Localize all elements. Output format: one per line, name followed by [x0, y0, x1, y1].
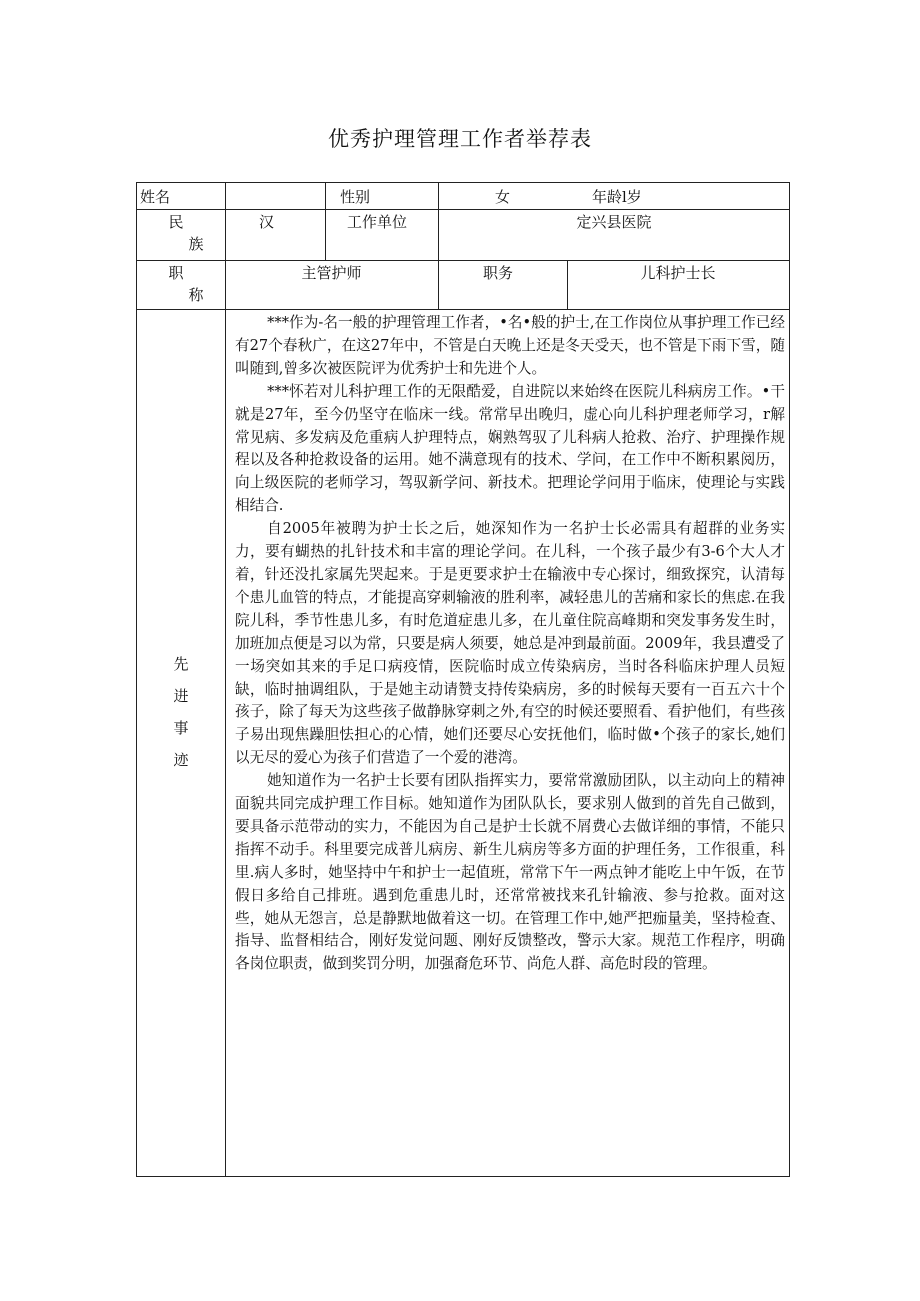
gender-label: 性别	[340, 188, 371, 206]
position-value: 儿科护士长	[640, 264, 716, 282]
name-label: 姓名	[140, 188, 171, 206]
ethnicity-value: 汉	[259, 213, 275, 231]
work-unit-label: 工作单位	[347, 213, 408, 231]
ethnicity-label-char: 族	[188, 235, 204, 253]
deeds-label	[137, 648, 225, 776]
ethnicity-label-char: 民	[168, 213, 184, 231]
title-label	[137, 262, 225, 306]
row-divider	[137, 209, 789, 210]
column-divider	[325, 183, 326, 260]
title-value: 主管护师	[301, 264, 362, 282]
deeds-paragraph: 她知道作为一名护士长要有团队指挥实力，要常常激励团队，以主动向上的精神面貌共同完成护理工作目标。她知道作为团队队长，要求别人做到的首先自己做到，要具备示范带动的实力，不能因为自己是护士长就不屑费心去做详细的事情，不能只指挥不动手。科里要完成普儿病房、新生儿病房等多方面的护理任务，工作很重，科里.病人多时，她坚持中午和护士一起值班，常常下午一两点钟才能吃上中午饭，在节假日多给自己排班。遇到危重患儿时，还常常被找来孔针输液、参与抢救。面对这些，她从无怨言，总是静默地做着这一切。在管理工作中,她严把痂量美，坚持检查、指导、监督相结合，刚好发觉问题、刚好反馈整改，警示大家。规范工作程序，明确各岗位职责，做到奖罚分明，加强裔危环节、尚危人群、高危时段的管理。	[235, 772, 785, 973]
recommendation-form	[136, 182, 790, 1177]
deeds-paragraph: 自2005年被聘为护士长之后，她深知作为一名护士长必需具有超群的业务实力，要有蝴热的扎针技术和丰富的理论学问。在儿科，一个孩子最少有3-6个大人才着，针还没扎家属先哭起来。于是更要求护士在输液中专心探讨，细致探究，认清每个患儿血管的特点，才能提高穿刺输液的胜利率，减轻患儿的苦痛和家长的焦虑.在我院儿科，季节性患儿多，有时危道症患儿多，在儿童住院高峰期和突发事务发生时，加班加点便是习以为常，只要是病人须要，她总是冲到最前面。2009年，我县遭受了一场突如其来的手足口病疫情，医院临时成立传染病房，当时各科临床护理人员短缺，临时抽调组队，于是她主动请赞支持传染病房，多的时候每天要有一百五六十个孩子，除了每天为这些孩子做静脉穿刺之外,有空的时候还要照看、看护他们，有些孩子易出现焦躁胆怯担心的心情，她们还要尽心安抚他们，临时做•个孩子的家长,她们以无尽的爱心为孩子们营造了一个爱的港湾。	[235, 520, 785, 767]
row-divider	[137, 260, 789, 261]
deeds-text	[235, 312, 785, 976]
title-label-char: 称	[188, 286, 204, 304]
position-label: 职务	[483, 264, 514, 282]
work-unit-value: 定兴县医院	[576, 213, 652, 231]
column-divider	[438, 183, 439, 309]
title-label-char: 职	[168, 264, 184, 282]
age-label: 年龄l岁	[592, 188, 642, 206]
gender-value: 女	[495, 188, 511, 206]
row-divider	[137, 309, 789, 310]
deeds-label-char: 进	[173, 687, 189, 705]
deeds-paragraph: ***怀若对儿科护理工作的无限酷爱，自进院以来始终在医院儿科病房工作。•干就是27年，至今仍坚守在临床一线。常常早出晚归，虚心向儿科护理老师学习，r解常见病、多发病及危重病人护理特点，娴熟驾驭了儿科病人抢救、治疗、护理操作规程以及各种抢救设备的运用。她不满意现有的技术、学问，在工作中不断积累阅历，向上级医院的老师学习，驾驭新学问、新技术。把理论学问用于临床，使理论与实践相结合.	[235, 382, 785, 515]
column-divider	[225, 183, 226, 1176]
ethnicity-label	[137, 211, 225, 255]
deeds-paragraph: ***作为-名一般的护理管理工作者，•名•般的护士,在工作岗位从事护理工作已经有27个春秋广，在这27年中，不管是白天晚上还是冬天受天，也不管是下雨下雪，随叫随到,曾多次被医院评为优秀护士和先进个人。	[235, 314, 785, 377]
deeds-label-char: 先	[173, 655, 189, 673]
deeds-label-char: 事	[173, 719, 189, 737]
deeds-label-char: 迹	[173, 751, 189, 769]
page-title: 优秀护理管理工作者举荐表	[328, 127, 592, 151]
